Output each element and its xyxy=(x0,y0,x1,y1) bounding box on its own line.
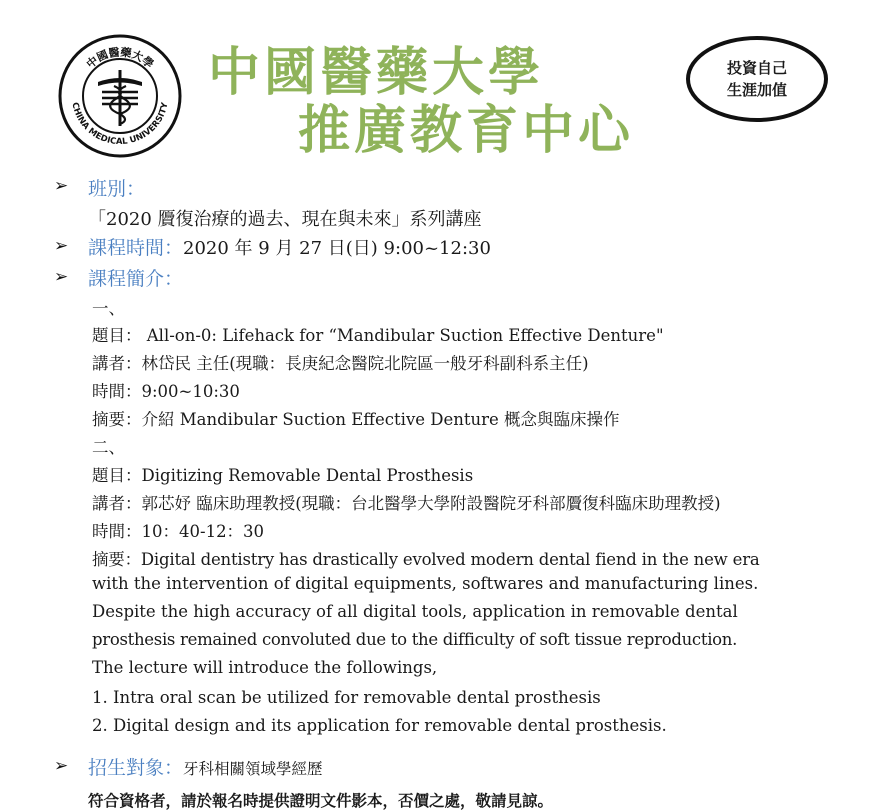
class-type-label: 班別： xyxy=(88,178,146,200)
badge-line-1: 投資自己 xyxy=(726,59,787,77)
part2-heading: 二、 xyxy=(92,438,125,457)
arrow-bullet-icon: ➢ xyxy=(54,756,69,776)
intro-label: 課程簡介： xyxy=(88,268,184,290)
svg-text:中國醫藥大學: 中國醫藥大學 xyxy=(83,45,157,71)
part2-time: 時間：10：40-12：30 xyxy=(92,522,265,541)
arrow-bullet-icon: ➢ xyxy=(54,176,69,196)
cutoff-text: 符合資格者，請於報名時提供證明文件影本，否價之處，敬請見諒。 xyxy=(88,791,554,810)
abstract-line: Despite the high accuracy of all digital tools, application in removable dental xyxy=(92,602,738,621)
part2-topic: 題目：Digitizing Removable Dental Prosthesis xyxy=(92,466,474,485)
class-type-value: 「2020 贗復治療的過去、現在與未來」系列講座 xyxy=(88,209,482,230)
arrow-bullet-icon: ➢ xyxy=(54,236,69,256)
slogan-badge xyxy=(686,36,828,122)
title-university: 中國醫藥大學 xyxy=(208,43,545,103)
part1-topic: 題目： All-on-0: Lifehack for “Mandibular Suction Effective Denture" xyxy=(92,326,664,345)
abstract-line: The lecture will introduce the followings, xyxy=(92,658,438,677)
university-logo xyxy=(58,34,182,158)
abstract-line: prosthesis remained convoluted due to the difficulty of soft tissue reproduction. xyxy=(92,630,738,649)
course-time-value: 2020 年 9 月 27 日(日) 9:00~12:30 xyxy=(183,238,491,259)
abstract-list-item: 1. Intra oral scan be utilized for removable dental prosthesis xyxy=(92,688,601,707)
course-time-label: 課程時間： xyxy=(88,237,184,259)
part1-heading: 一、 xyxy=(92,299,125,318)
enrollment-value: 牙科相關領域學經歷 xyxy=(183,760,323,778)
title-center: 推廣教育中心 xyxy=(298,101,635,161)
part1-speaker: 講者：林岱民 主任(現職：長庚紀念醫院北院區一般牙科副科系主任) xyxy=(92,354,589,373)
abstract-list-item: 2. Digital design and its application for removable dental prosthesis. xyxy=(92,716,667,735)
arrow-bullet-icon: ➢ xyxy=(54,267,69,287)
badge-line-2: 生涯加值 xyxy=(726,81,787,99)
abstract-line: with the intervention of digital equipments, softwares and manufacturing lines. xyxy=(92,574,759,593)
part2-speaker: 講者：郭芯妤 臨床助理教授(現職：台北醫學大學附設醫院牙科部贗復科臨床助理教授) xyxy=(92,494,721,513)
abstract-line: 摘要：Digital dentistry has drastically evolved modern dental fiend in the new era xyxy=(92,550,760,569)
part1-time: 時間：9:00~10:30 xyxy=(92,382,240,401)
svg-text:CHINA MEDICAL UNIVERSITY: CHINA MEDICAL UNIVERSITY xyxy=(69,101,171,148)
enrollment-label: 招生對象： xyxy=(88,757,184,779)
part1-abstract: 摘要：介紹 Mandibular Suction Effective Denture 概念與臨床操作 xyxy=(92,410,620,429)
